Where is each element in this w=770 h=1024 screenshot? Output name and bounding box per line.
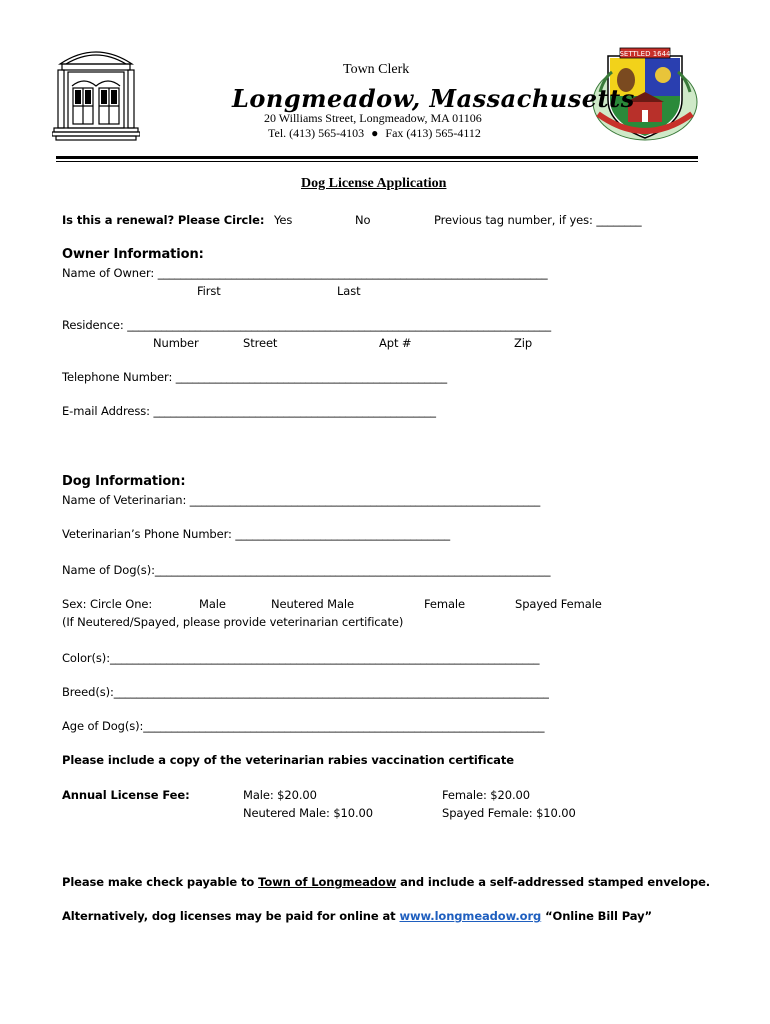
telephone-field[interactable]: Telephone Number: ________________________________________________ xyxy=(62,370,447,384)
rabies-note: Please include a copy of the veterinarian rabies vaccination certificate xyxy=(62,753,514,767)
owner-section-heading: Owner Information: xyxy=(62,247,204,262)
contact-line xyxy=(268,126,481,141)
dog-name-field[interactable]: Name of Dog(s):______________________________________________________________________ xyxy=(62,563,551,577)
sex-neutered-male-option[interactable]: Neutered Male xyxy=(271,597,354,611)
header-rule-thin xyxy=(56,161,698,162)
header-rule-thick xyxy=(56,156,698,159)
town-hall-door-logo xyxy=(52,42,140,142)
town-website-link[interactable]: www.longmeadow.org xyxy=(399,909,542,923)
fee-spayed-female: Spayed Female: $10.00 xyxy=(442,806,576,820)
first-name-caption: First xyxy=(197,284,221,298)
payment-suffix: and include a self-addressed stamped envelope. xyxy=(396,875,711,889)
fee-label: Annual License Fee: xyxy=(62,788,190,802)
dog-section-heading: Dog Information: xyxy=(62,474,186,489)
fee-male: Male: $20.00 xyxy=(243,788,317,802)
number-caption: Number xyxy=(153,336,199,350)
sex-male-option[interactable]: Male xyxy=(199,597,226,611)
fax: Fax (413) 565-4112 xyxy=(385,126,481,140)
owner-name-field[interactable]: Name of Owner: _____________________________________________________________________ xyxy=(62,266,548,280)
age-field[interactable]: Age of Dog(s):_______________________________________________________________________ xyxy=(62,719,545,733)
fee-female: Female: $20.00 xyxy=(442,788,530,802)
sex-spayed-female-option[interactable]: Spayed Female xyxy=(515,597,602,611)
form-title: Dog License Application xyxy=(301,176,447,191)
breed-field[interactable]: Breed(s):_____________________________________________________________________________ xyxy=(62,685,549,699)
last-name-caption: Last xyxy=(337,284,361,298)
payment-prefix: Please make check payable to xyxy=(62,875,259,889)
veterinarian-name-field[interactable]: Name of Veterinarian: ______________________________________________________________ xyxy=(62,493,541,507)
online-prefix: Alternatively, dog licenses may be paid for online at xyxy=(62,909,400,923)
renewal-yes-option[interactable]: Yes xyxy=(274,213,293,227)
apt-caption: Apt # xyxy=(379,336,412,350)
office-name: Town Clerk xyxy=(343,62,410,77)
fee-neutered-male: Neutered Male: $10.00 xyxy=(243,806,373,820)
sex-note: (If Neutered/Spayed, please provide veterinarian certificate) xyxy=(62,615,404,629)
bullet-separator: ● xyxy=(371,126,379,140)
street-caption: Street xyxy=(243,336,278,350)
email-field[interactable]: E-mail Address: __________________________________________________ xyxy=(62,404,436,418)
sex-label: Sex: Circle One: xyxy=(62,597,153,611)
town-name: Longmeadow, Massachusetts xyxy=(232,84,635,113)
sex-female-option[interactable]: Female xyxy=(424,597,465,611)
renewal-no-option[interactable]: No xyxy=(355,213,371,227)
residence-field[interactable]: Residence: ___________________________________________________________________________ xyxy=(62,318,551,332)
address: 20 Williams Street, Longmeadow, MA 01106 xyxy=(264,111,482,125)
renewal-label: Is this a renewal? Please Circle: xyxy=(62,213,265,227)
veterinarian-phone-field[interactable]: Veterinarian’s Phone Number: ______________________________________ xyxy=(62,527,451,541)
telephone: Tel. (413) 565-4103 xyxy=(268,126,365,140)
zip-caption: Zip xyxy=(514,336,533,350)
online-payment-instructions xyxy=(62,909,652,923)
online-suffix: “Online Bill Pay” xyxy=(541,909,652,923)
seal-banner-text: SETTLED 1644 xyxy=(619,50,671,58)
payment-instructions xyxy=(62,875,710,889)
colors-field[interactable]: Color(s):____________________________________________________________________________ xyxy=(62,651,540,665)
payee-name: Town of Longmeadow xyxy=(258,875,397,889)
previous-tag-field[interactable]: Previous tag number, if yes: ________ xyxy=(434,213,642,227)
